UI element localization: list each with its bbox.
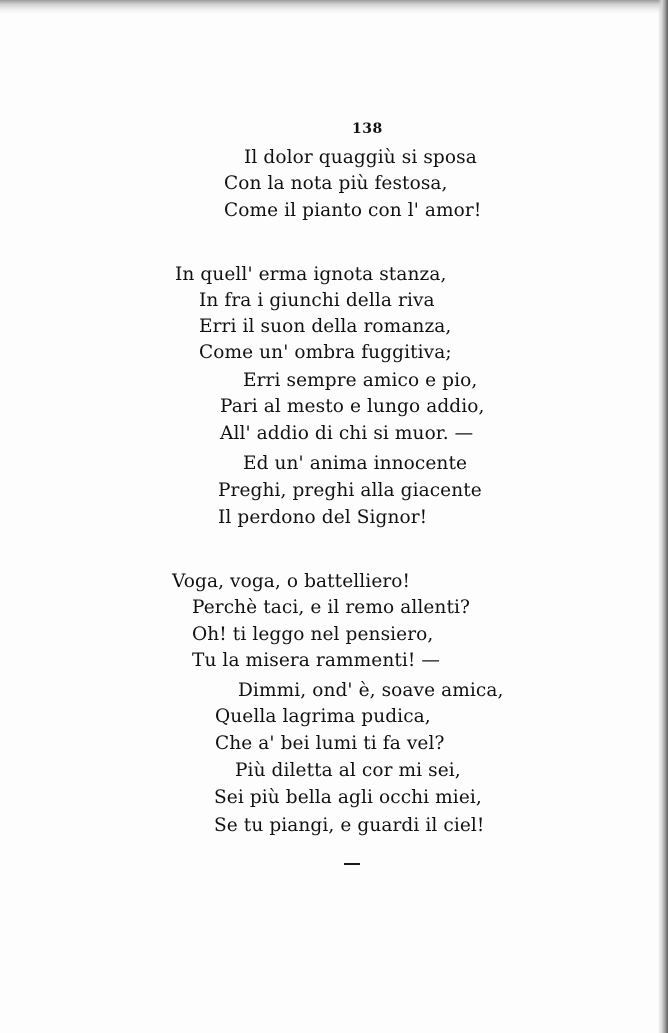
verse-line: Quella lagrima pudica, — [215, 706, 431, 727]
page-number: 138 — [352, 121, 383, 137]
end-rule — [344, 863, 360, 865]
verse-line: In fra i giunchi della riva — [199, 290, 435, 311]
verse-line: All' addio di chi si muor. — — [220, 423, 474, 444]
verse-line: Più diletta al cor mi sei, — [235, 760, 461, 781]
verse-line: Con la nota più festosa, — [224, 173, 448, 194]
verse-line: Voga, voga, o battelliero! — [172, 571, 411, 592]
verse-line: Perchè taci, e il remo allenti? — [192, 597, 471, 618]
verse-line: Oh! ti leggo nel pensiero, — [192, 624, 434, 645]
verse-line: Come il pianto con l' amor! — [224, 200, 482, 221]
verse-line: Il perdono del Signor! — [218, 507, 428, 528]
verse-line: Erri sempre amico e pio, — [243, 370, 478, 391]
verse-line: Dimmi, ond' è, soave amica, — [238, 680, 504, 701]
verse-line: Se tu piangi, e guardi il ciel! — [214, 815, 485, 836]
verse-line: Preghi, preghi alla giacente — [218, 480, 482, 501]
verse-line: Che a' bei lumi ti fa vel? — [215, 733, 445, 754]
verse-line: Erri il suon della romanza, — [199, 316, 452, 337]
verse-line: Sei più bella agli occhi miei, — [214, 787, 482, 808]
verse-line: Ed un' anima innocente — [243, 453, 468, 474]
verse-line: Il dolor quaggiù si sposa — [244, 147, 477, 168]
verse-line: Tu la misera rammenti! — — [192, 650, 441, 671]
verse-line: Pari al mesto e lungo addio, — [220, 396, 485, 417]
verse-line: Come un' ombra fuggitiva; — [199, 342, 452, 363]
page-right-edge-shadow — [658, 0, 668, 1033]
verse-line: In quell' erma ignota stanza, — [175, 264, 447, 285]
page-top-edge-shadow — [0, 0, 668, 14]
